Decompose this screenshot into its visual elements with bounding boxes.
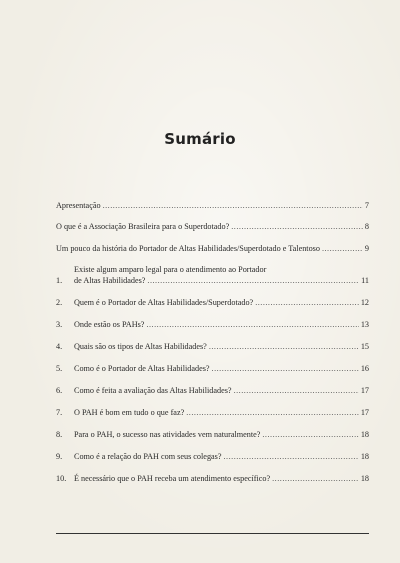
toc-entry-number: 9. [56, 452, 63, 461]
dot-leader [255, 297, 359, 308]
toc-entry-page: 11 [361, 276, 369, 285]
toc-entry-page: 13 [360, 320, 369, 329]
toc-entry-apresentacao[interactable] [56, 200, 369, 211]
toc-entry-label: Apresentação [56, 201, 101, 210]
toc-entry-associacao[interactable] [56, 221, 369, 232]
dot-leader [262, 429, 358, 440]
dot-leader [234, 385, 359, 396]
toc-entry-label: O PAH é bom em tudo o que faz? [74, 408, 185, 417]
toc-entry-number: 4. [56, 342, 63, 351]
dot-leader [322, 243, 363, 254]
toc-entry-label: Quais são os tipos de Altas Habilidades? [74, 342, 207, 351]
toc-entry-page: 17 [360, 386, 369, 395]
toc-entry-6[interactable] [56, 385, 369, 396]
toc-entry-page: 18 [360, 430, 369, 439]
toc-entry-number: 10. [56, 474, 67, 483]
toc-entry-page: 16 [360, 364, 369, 373]
page-title: Sumário [164, 130, 236, 148]
toc-entry-3[interactable] [56, 319, 369, 330]
toc-entry-historia[interactable] [56, 243, 369, 254]
toc-entry-page: 18 [360, 474, 369, 483]
toc-entry-page: 18 [360, 452, 369, 461]
toc-entry-1[interactable] [56, 264, 369, 286]
toc-entry-9[interactable] [56, 451, 369, 462]
toc-entry-5[interactable] [56, 363, 369, 374]
toc-entry-8[interactable] [56, 429, 369, 440]
toc-entry-number: 6. [56, 386, 63, 395]
dot-leader [224, 451, 359, 462]
toc-entry-label: Quem é o Portador de Altas Habilidades/Superdotado? [74, 298, 254, 307]
toc-entry-page: 12 [360, 298, 369, 307]
toc-entry-label: Como é feita a avaliação das Altas Habilidades? [74, 386, 232, 395]
dot-leader [103, 200, 363, 211]
toc-entry-label: Para o PAH, o sucesso nas atividades vem naturalmente? [74, 430, 261, 439]
toc-entry-number: 7. [56, 408, 63, 417]
toc-entry-10[interactable] [56, 473, 369, 484]
toc-entry-2[interactable] [56, 297, 369, 308]
toc-entry-label-continued: de Altas Habilidades? [74, 276, 146, 285]
bottom-divider [56, 533, 369, 534]
toc-entry-page: 15 [360, 342, 369, 351]
toc-entry-page: 8 [364, 222, 369, 231]
dot-leader [212, 363, 359, 374]
toc-entry-number: 1. [56, 276, 63, 285]
toc-entry-page: 9 [364, 244, 369, 253]
dot-leader [209, 341, 359, 352]
toc-entry-label: O que é a Associação Brasileira para o Superdotado? [56, 222, 230, 231]
toc-entry-label: É necessário que o PAH receba um atendimento específico? [74, 474, 271, 483]
dot-leader [231, 221, 363, 232]
toc-entry-number: 5. [56, 364, 63, 373]
toc-entry-page: 17 [360, 408, 369, 417]
toc-entry-page: 7 [364, 201, 369, 210]
toc-entry-label: Existe algum amparo legal para o atendimento ao Portador [74, 265, 267, 274]
dot-leader [272, 473, 359, 484]
dot-leader [147, 275, 359, 286]
toc-entry-label: Onde estão os PAHs? [74, 320, 145, 329]
toc-entry-4[interactable] [56, 341, 369, 352]
toc-entry-number: 8. [56, 430, 63, 439]
toc-entry-7[interactable] [56, 407, 369, 418]
dot-leader [146, 319, 358, 330]
toc-entry-number: 3. [56, 320, 63, 329]
toc-entry-number: 2. [56, 298, 63, 307]
toc-entry-label: Como é o Portador de Altas Habilidades? [74, 364, 210, 373]
toc-entry-label: Um pouco da história do Portador de Altas Habilidades/Superdotado e Talentoso [56, 244, 320, 253]
dot-leader [186, 407, 359, 418]
toc-entry-label: Como é a relação do PAH com seus colegas? [74, 452, 222, 461]
